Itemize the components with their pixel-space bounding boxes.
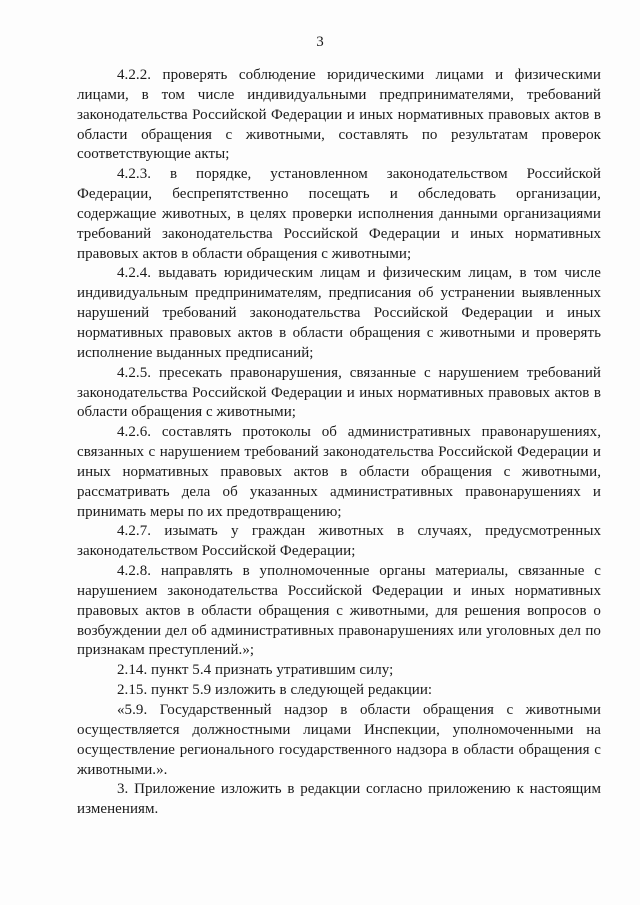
paragraph-5-9-quote: «5.9. Государственный надзор в области обращения с животными осуществляется должностными лицами Инспекции, уполномоченными на осуществление регионального государственного надзора в области обращения с животными.».: [77, 702, 601, 778]
paragraph-2-15: 2.15. пункт 5.9 изложить в следующей редакции:: [117, 682, 433, 699]
paragraph-4-2-2: 4.2.2. проверять соблюдение юридическими лицами и физическими лицами, в том числе индивидуальными предпринимателями, требований законодательства Российской Федерации и иных нормативных правовых актов в области обращения с животными, составлять по результатам проверок соответствующие акты;: [77, 67, 601, 163]
paragraph-2-14: 2.14. пункт 5.4 признать утратившим силу;: [117, 662, 394, 679]
paragraph-4-2-5: 4.2.5. пресекать правонарушения, связанные с нарушением требований законодательства Российской Федерации и иных нормативных правовых актов в области обращения с животными;: [77, 364, 601, 421]
document-body: [77, 66, 601, 820]
paragraph-4-2-8: 4.2.8. направлять в уполномоченные органы материалы, связанные с нарушением законодательства Российской Федерации и иных нормативных правовых актов в области обращения с животными, для решения вопросов о возбуждении дел об административных правонарушениях или уголовных дел по признакам преступлений.»;: [77, 563, 601, 659]
paragraph-4-2-6: 4.2.6. составлять протоколы об административных правонарушениях, связанных с нарушением требований законодательства Российской Федерации и иных нормативных правовых актов в области обращения с животными, рассматривать дела об указанных административных правонарушениях и принимать меры по их предотвращению;: [77, 424, 601, 520]
page-number: 3: [316, 34, 324, 50]
paragraph-4-2-3: 4.2.3. в порядке, установленном законодательством Российской Федерации, беспрепятственно посещать и обследовать организации, содержащие животных, в целях проверки исполнения данными организациями требований законодательства Российской Федерации и иных нормативных правовых актов в области обращения с животными;: [77, 166, 601, 262]
paragraph-4-2-4: 4.2.4. выдавать юридическим лицам и физическим лицам, в том числе индивидуальным предпринимателям, предписания об устранении выявленных нарушений требований законодательства Российской Федерации и иных нормативных правовых актов в области обращения с животными и проверять исполнение выданных предписаний;: [77, 265, 601, 361]
paragraph-4-2-7: 4.2.7. изымать у граждан животных в случаях, предусмотренных законодательством Российской Федерации;: [77, 523, 601, 560]
paragraph-3-appendix: 3. Приложение изложить в редакции согласно приложению к настоящим изменениям.: [77, 781, 601, 818]
